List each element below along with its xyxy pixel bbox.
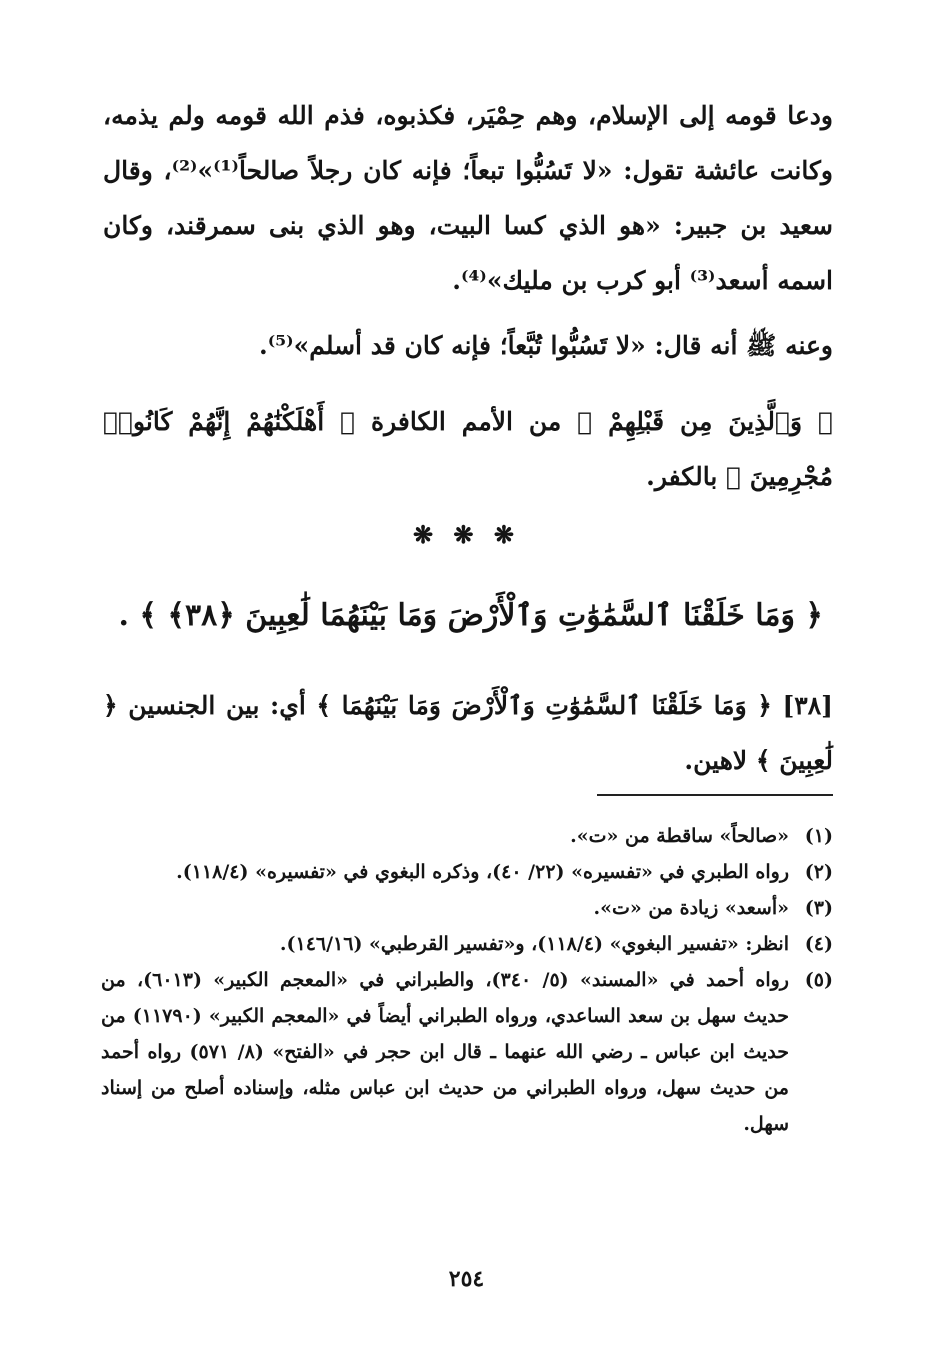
footnote-text: انظر: «تفسير البغوي» (١١٨/٤)، و«تفسير القرطبي» (١٤٦/١٦). — [279, 933, 789, 955]
footnote-number: (١) — [804, 825, 833, 847]
footnote-4 — [101, 926, 833, 962]
footnote-text: رواه الطبري في «تفسيره» (٢٢/ ٤٠)، وذكره البغوي في «تفسيره» (١١٨/٤). — [176, 861, 789, 883]
footnote-number: (٣) — [804, 897, 833, 919]
body-paragraph-3: ﴿ وَٱلَّذِينَ مِن قَبْلِهِمْ ﴾ من الأمم الكافرة ﴿ أَهْلَكْنَٰهُمْ إِنَّهُمْ كَانُوا۟ مُجْرِمِينَ ﴾ بالكفر. — [103, 407, 833, 491]
body-paragraph-1: ودعا قومه إلى الإسلام، وهم حِمْيَر، فكذبوه، فذم الله قومه ولم يذمه، وكانت عائشة تقول: «لا تَسُبُّوا تبعاً؛ فإنه كان رجلاً صالحاً⁽¹⁾»⁽²⁾، وقال سعيد بن جبير: «هو الذي كسا البيت، وهو الذي بنى سمرقند، وكان اسمه أسعد⁽³⁾ أبو كرب بن مليك»⁽⁴⁾. — [103, 101, 833, 295]
footnote-text: «صالحاً» ساقطة من «ت». — [570, 825, 789, 847]
footnote-number: (٢) — [804, 861, 833, 883]
quran-verse-heading: ﴿ وَمَا خَلَقْنَا ٱلسَّمَٰوَٰتِ وَٱلْأَرْضَ وَمَا بَيْنَهُمَا لَٰعِبِينَ ﴿٣٨﴾ ﴾ . — [118, 598, 823, 633]
footnote-divider — [597, 794, 833, 796]
footnote-number: (٥) — [804, 969, 833, 991]
body-paragraph-2: وعنه ﷺ أنه قال: «لا تَسُبُّوا تُبَّعاً؛ فإنه كان قد أسلم»⁽⁵⁾. — [259, 331, 833, 360]
footnote-5 — [101, 962, 833, 1142]
footnote-number: (٤) — [804, 933, 833, 955]
body-paragraph-4: [٣٨] ﴿ وَمَا خَلَقْنَا ٱلسَّمَٰوَٰتِ وَٱلْأَرْضَ وَمَا بَيْنَهُمَا ﴾ أي: بين الجنسين ﴿ لَٰعِبِينَ ﴾ لاهين. — [103, 691, 833, 775]
footnote-3 — [101, 890, 833, 926]
footnotes-list — [101, 818, 833, 1142]
footnote-2 — [101, 854, 833, 890]
section-separator: ❋ ❋ ❋ — [412, 520, 521, 549]
footnote-1 — [101, 818, 833, 854]
footnote-text: رواه أحمد في «المسند» (٥/ ٣٤٠)، والطبراني في «المعجم الكبير» (٦٠١٣)، من حديث سهل بن سعد الساعدي، ورواه الطبراني أيضاً في «المعجم الكبير» (١١٧٩٠) من حديث ابن عباس ـ رضي الله عنهما ـ قال ابن حجر في «الفتح» (٨/ ٥٧١) رواه أحمد من حديث سهل، ورواه الطبراني من حديث ابن عباس مثله، وإسناده أصلح من إسناد سهل. — [101, 969, 789, 1135]
footnote-text: «أسعد» زيادة من «ت». — [593, 897, 789, 919]
page-number: ٢٥٤ — [448, 1266, 485, 1292]
